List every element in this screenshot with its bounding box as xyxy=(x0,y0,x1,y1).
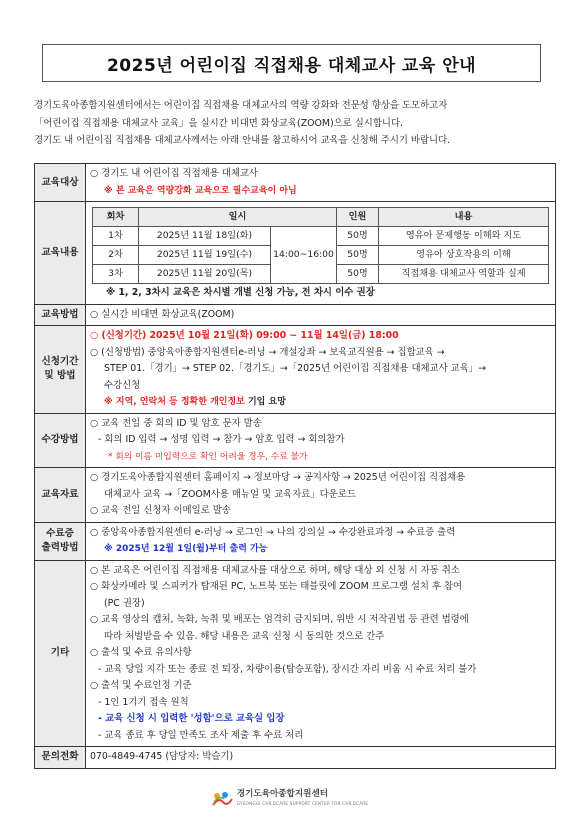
schedule-header-datetime: 일시 xyxy=(139,208,337,227)
footer-org-name: 경기도육아종합지원센터 xyxy=(236,789,329,799)
intro-line: 경기도육아종합지원센터에서는 어린이집 직접채용 대체교사의 역량 강화와 전문성 향상을 도모하고자 xyxy=(34,100,448,111)
etc-line: ○ 본 교육은 어린이집 직접채용 대체교사를 대상으로 하며, 해당 대상 외 신청 시 자동 취소 xyxy=(90,564,460,576)
schedule-date: 2025년 11월 20일(목) xyxy=(139,265,271,284)
row-label-method: 교육방법 xyxy=(35,304,86,326)
certificate-line: ○ 중앙육아종합지원센터 e-러닝 → 로그인 → 나의 강의실 → 수강완료과정 → 수료증 출력 xyxy=(90,526,456,538)
schedule-header-row xyxy=(93,208,549,227)
schedule-round: 1차 xyxy=(93,227,139,246)
footer-logo xyxy=(0,790,579,808)
etc-line: ○ 출석 및 수료 유의사항 xyxy=(90,647,192,658)
materials-line: 대체교사 교육 →「ZOOM사용 매뉴얼 및 교육자료」다운로드 xyxy=(104,488,356,500)
etc-line: - 교육 종료 후 당일 만족도 조사 제출 후 수료 처리 xyxy=(98,729,304,741)
etc-line: ○ 교육 영상의 캡처, 녹화, 녹취 및 배포는 엄격히 금지되며, 위반 시 저작권법 등 관련 법령에 xyxy=(90,614,469,625)
row-attend xyxy=(35,413,556,468)
schedule-topic: 직접채용 대체교사 역할과 실제 xyxy=(379,265,549,284)
etc-line-highlight: - 교육 신청 시 입력한 '성함'으로 교육실 입장 xyxy=(98,713,285,724)
schedule-header-topic: 내용 xyxy=(379,208,549,227)
materials-line: ○ 교육 전일 신청자 이메일로 발송 xyxy=(90,505,231,516)
schedule-header-round: 회차 xyxy=(93,208,139,227)
row-label-target: 교육대상 xyxy=(35,164,86,202)
row-label-apply-line2: 및 방법 xyxy=(44,370,76,382)
materials-line: ○ 경기도육아종합지원센터 홈페이지 → 정보마당 → 공지사항 → 2025년 어린이집 직접채용 xyxy=(90,472,466,483)
contact-value: 070-4849-4745 (담당자: 박슬기) xyxy=(90,751,234,762)
schedule-date: 2025년 11월 18일(화) xyxy=(139,227,271,246)
schedule-table xyxy=(92,207,549,284)
apply-way-line: 수강신청 xyxy=(104,379,141,391)
row-label-certificate-line1: 수료증 xyxy=(46,528,74,539)
row-etc xyxy=(35,560,556,747)
row-label-materials: 교육자료 xyxy=(35,468,86,523)
schedule-time: 14:00~16:00 xyxy=(271,227,337,284)
etc-line: 따라 처벌받을 수 있음. 해당 내용은 교육 신청 시 동의한 것으로 간주 xyxy=(104,630,385,642)
target-note: ※ 본 교육은 역량강화 교육으로 필수교육이 아님 xyxy=(104,185,297,196)
attend-line: ○ 교육 전일 중 회의 ID 및 암호 문자 발송 xyxy=(90,417,262,429)
document-title: 2025년 어린이집 직접채용 대체교사 교육 안내 xyxy=(106,55,477,76)
etc-line: (PC 권장) xyxy=(104,597,145,609)
row-label-certificate-line2: 출력방법 xyxy=(41,542,79,553)
row-content xyxy=(35,202,556,305)
intro-line: 「어린이집 직접채용 대체교사 교육」을 실시간 비대면 화상교육(ZOOM)으로 실시합니다. xyxy=(34,117,403,129)
etc-line: ○ 출석 및 수료인정 기준 xyxy=(90,680,192,691)
apply-way-line: ○ (신청방법) 중앙육아종합지원센터e-러닝 → 개설강좌 → 보육교직원용 → 집합교육 → xyxy=(90,346,445,358)
row-contact xyxy=(35,747,556,769)
row-label-attend: 수강방법 xyxy=(35,413,86,468)
schedule-count: 50명 xyxy=(337,227,379,246)
schedule-topic: 영유아 상호작용의 이해 xyxy=(379,246,549,265)
row-method xyxy=(35,304,556,326)
etc-line: - 1인 1기기 접속 원칙 xyxy=(98,696,189,708)
schedule-round: 3차 xyxy=(93,265,139,284)
apply-period: ○ (신청기간) 2025년 10월 21일(화) 09:00 ~ 11월 14일(금) 18:00 xyxy=(90,330,399,341)
schedule-row xyxy=(93,227,549,246)
intro-line: 경기도 내 어린이집 직접채용 대체교사께서는 아래 안내를 참고하시어 교육을 신청해 주시기 바랍니다. xyxy=(34,135,451,146)
info-table xyxy=(34,163,556,769)
intro-paragraph xyxy=(34,97,554,150)
row-materials xyxy=(35,468,556,523)
row-label-etc: 기타 xyxy=(35,560,86,747)
apply-note xyxy=(90,394,549,411)
target-text: ○ 경기도 내 어린이집 직접채용 대체교사 xyxy=(90,168,258,179)
schedule-count: 50명 xyxy=(337,265,379,284)
attend-line: - 회의 ID 입력 → 성명 입력 → 참가 → 암호 입력 → 회의참가 xyxy=(98,434,345,445)
row-apply xyxy=(35,326,556,414)
apply-note-red: ※ 지역, 연락처 등 정확한 개인정보 xyxy=(104,397,245,407)
row-certificate xyxy=(35,522,556,560)
schedule-topic: 영유아 문제행동 이해와 지도 xyxy=(379,227,549,246)
row-label-apply xyxy=(35,326,86,414)
schedule-header-count: 인원 xyxy=(337,208,379,227)
row-label-contact: 문의전화 xyxy=(35,747,86,769)
etc-line: ○ 화상카메라 및 스피커가 탑재된 PC, 노트북 또는 태블릿에 ZOOM 프로그램 설치 후 참여 xyxy=(90,581,463,592)
attend-note: * 회의 이름 미입력으로 확인 어려울 경우, 수료 불가 xyxy=(108,451,308,462)
row-target xyxy=(35,164,556,202)
document-title-box xyxy=(42,44,541,82)
schedule-count: 50명 xyxy=(337,246,379,265)
apply-note-black: 기입 요망 xyxy=(244,397,286,407)
certificate-note: ※ 2025년 12월 1일(월)부터 출력 가능 xyxy=(104,544,268,554)
schedule-date: 2025년 11월 19일(수) xyxy=(139,246,271,265)
row-label-certificate xyxy=(35,522,86,560)
apply-way-line: STEP 01.「경기」→ STEP 02.「경기도」→「2025년 어린이집 직접채용 대체교사 교육」→ xyxy=(104,363,486,374)
footer-org-name-en: GYEONGGI CHILDCARE SUPPORT CENTER FOR CHILDCARE xyxy=(236,801,369,806)
content-note: ※ 1, 2, 3차시 교육은 차시별 개별 신청 가능, 전 차시 이수 권장 xyxy=(106,287,375,298)
schedule-round: 2차 xyxy=(93,246,139,265)
method-text: ○ 실시간 비대면 화상교육(ZOOM) xyxy=(90,308,235,320)
row-label-content: 교육내용 xyxy=(35,202,86,305)
center-logo-icon xyxy=(211,791,233,807)
etc-line: - 교육 당일 지각 또는 종료 전 퇴장, 차량이용(탑승포함), 장시간 자리 비움 시 수료 처리 불가 xyxy=(98,663,477,675)
row-label-apply-line1: 신청기간 xyxy=(41,356,79,368)
